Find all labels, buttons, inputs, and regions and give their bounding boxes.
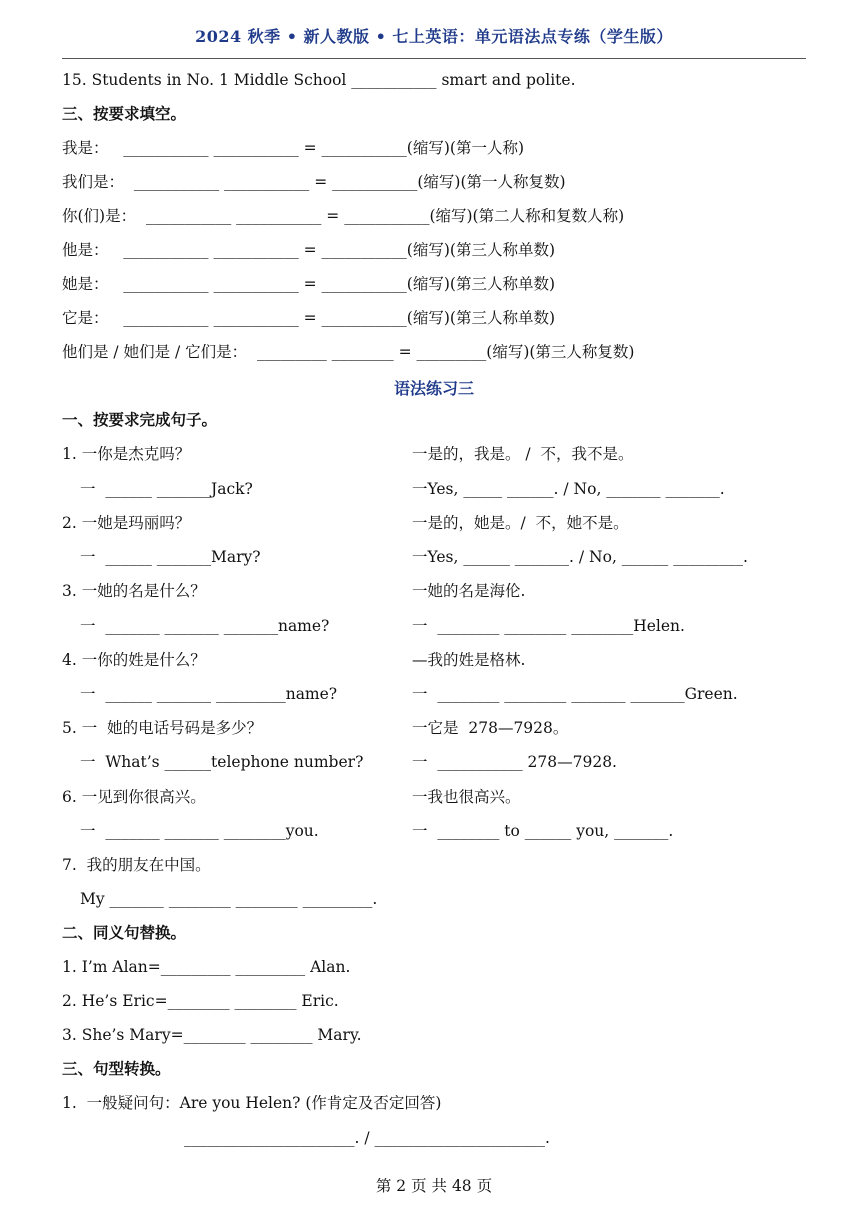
synonym-item-1: 1. I’m Alan=_________ _________ Alan. [62, 958, 351, 976]
fill-line-wo-shi: 我是： ___________ ___________ = ___________(缩写)(第一人称) [62, 139, 524, 157]
item-4-answer-right: 一 ________ ________ _______ _______Green. [412, 685, 738, 703]
item-5-question-right: 一它是 278—7928。 [412, 719, 569, 737]
synonym-item-2: 2. He’s Eric=________ ________ Eric. [62, 992, 339, 1010]
item-7-question: 7. 我的朋友在中国。 [62, 856, 211, 874]
synonym-item-3: 3. She’s Mary=________ ________ Mary. [62, 1026, 362, 1044]
part1-heading: 一、按要求完成句子。 [62, 411, 218, 429]
item-2-answer-right: 一Yes, ______ _______. / No, ______ _________. [412, 548, 748, 566]
item-1-question-right: 一是的，我是。 / 不，我不是。 [412, 445, 634, 463]
item-4-answer-left: 一 ______ _______ _________name? [80, 685, 338, 703]
header-divider [62, 58, 806, 59]
fill-line-ta-he: 他是： ___________ ___________ = ___________(缩写)(第三人称单数) [62, 241, 555, 259]
item-6-answer-right: 一 ________ to ______ you, _______. [412, 822, 674, 840]
fill-line-ta-she: 她是： ___________ ___________ = ___________(缩写)(第三人称单数) [62, 275, 555, 293]
item-3-question-right: 一她的名是海伦. [412, 582, 526, 600]
question-15: 15. Students in No. 1 Middle School ___________ smart and polite. [62, 71, 576, 89]
item-1-answer-left: 一 ______ _______Jack? [80, 480, 253, 498]
item-6-question-left: 6. 一见到你很高兴。 [62, 788, 206, 806]
item-3-answer-left: 一 _______ _______ _______name? [80, 617, 330, 635]
item-1-answer-right: 一Yes, _____ ______. / No, _______ _______. [412, 480, 725, 498]
section-title: 语法练习三 [393, 379, 474, 398]
transform-item-1: 1. 一般疑问句：Are you Helen? (作肯定及否定回答) [62, 1094, 442, 1112]
item-4-question-left: 4. 一你的姓是什么？ [62, 651, 206, 669]
item-6-answer-left: 一 _______ _______ ________you. [80, 822, 319, 840]
item-6-question-right: 一我也很高兴。 [412, 788, 521, 806]
item-5-answer-right: 一 ___________ 278—7928. [412, 753, 617, 771]
item-1-question-left: 1. 一你是杰克吗？ [62, 445, 191, 463]
item-2-question-left: 2. 一她是玛丽吗？ [62, 514, 191, 532]
fill-line-tamen: 他们是 / 她们是 / 它们是： _________ ________ = _________(缩写)(第三人称复数) [62, 343, 635, 361]
item-3-answer-right: 一 ________ ________ ________Helen. [412, 617, 685, 635]
transform-item-1-answer: ______________________. / ______________________. [184, 1129, 550, 1147]
fill-line-ta-it: 它是： ___________ ___________ = ___________(缩写)(第三人称单数) [62, 309, 555, 327]
item-7-answer: My _______ ________ ________ _________. [80, 890, 378, 908]
fill-line-nimen-shi: 你(们)是： ___________ ___________ = ___________(缩写)(第二人称和复数人称) [62, 207, 625, 225]
fill-line-women-shi: 我们是： ___________ ___________ = ___________(缩写)(第一人称复数) [62, 173, 566, 191]
item-3-question-left: 3. 一她的名是什么？ [62, 582, 206, 600]
item-5-answer-left: 一 What’s ______telephone number? [80, 753, 364, 771]
item-2-answer-left: 一 ______ _______Mary? [80, 548, 261, 566]
page-number: 第 2 页 共 48 页 [375, 1177, 493, 1195]
item-2-question-right: 一是的，她是。/ 不，她不是。 [412, 514, 629, 532]
item-4-question-right: —我的姓是格林. [412, 651, 526, 669]
part3b-heading: 三、句型转换。 [62, 1060, 171, 1078]
item-5-question-left: 5. 一 她的电话号码是多少？ [62, 719, 263, 737]
part3-heading: 三、按要求填空。 [62, 105, 187, 123]
part2-heading: 二、同义句替换。 [62, 924, 187, 942]
document-header-title: 2024 秋季 • 新人教版 • 七上英语：单元语法点专练（学生版） [195, 27, 673, 46]
